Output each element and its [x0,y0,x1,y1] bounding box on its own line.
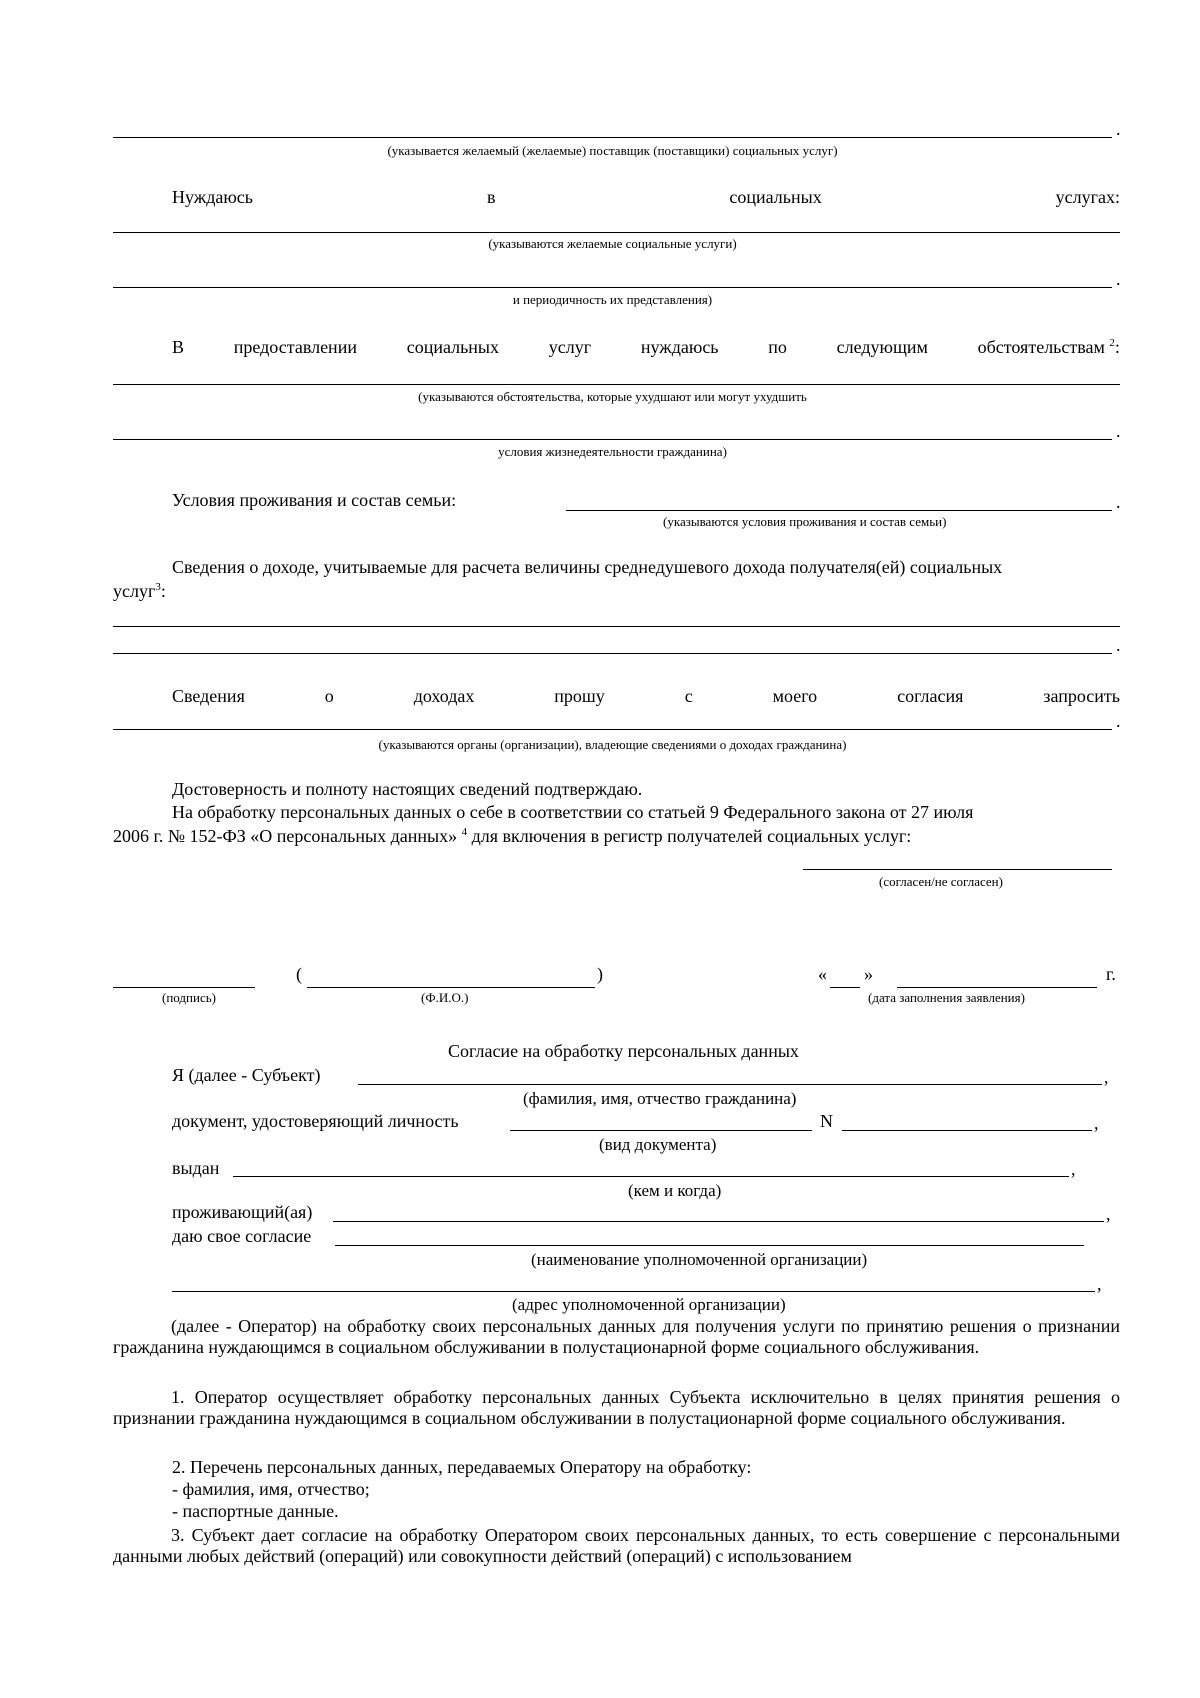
org-address-comma: , [1097,1274,1102,1294]
living-consent-line[interactable] [333,1221,1104,1222]
organs-line[interactable] [113,729,1112,730]
operator-paragraph: (далее - Оператор) на обработку своих персональных данных для получения услуги по принятию решения о признании гражданина нуждающимся в социальном обслуживании в полустационарной форме социального обслуживания. [113,1316,1120,1357]
organs-dot: . [1116,711,1121,731]
name-caption: (фамилия, имя, отчество гражданина) [523,1089,797,1108]
clause-1: 1. Оператор осуществляет обработку персональных данных Субъекта исключительно в целях принятия решения о признании гражданина нуждающимся в социальном обслуживании в полустационарной форме социального обслуживания. [113,1387,1120,1428]
request-word: доходах [413,686,475,706]
services-caption: (указываются желаемые социальные услуги) [488,236,737,251]
fio-close-paren: ) [597,964,603,984]
circ-word: следующим [836,337,928,357]
request-word: Сведения [172,686,245,706]
pd-text-1: На обработку персональных данных о себе в соответствии со статьей 9 Федерального закона от 27 июля [172,802,974,822]
date-quote-open: « [818,964,827,984]
date-line[interactable] [897,987,1097,988]
need-word: Нуждаюсь [172,187,253,207]
fio-open-paren: ( [296,964,302,984]
issued-label: выдан [172,1158,220,1178]
circumstances-line-1[interactable] [113,384,1120,385]
org-address-caption: (адрес уполномоченной организации) [512,1295,786,1314]
periodicity-line[interactable] [113,287,1112,288]
give-consent-label: даю свое согласие [172,1226,312,1246]
circ-word: В [172,337,185,357]
subject-label: Я (далее - Субъект) [172,1065,321,1085]
clause-3: 3. Субъект дает согласие на обработку Оператором своих персональных данных, то есть совершение с персональными данными любых действий (операций) или совокупности действий (операций) с использованием [113,1525,1120,1566]
request-row [172,685,1120,707]
circumstances-line-2[interactable] [113,439,1112,440]
day-line[interactable] [830,987,860,988]
date-caption: (дата заполнения заявления) [868,990,1025,1005]
circumstances-caption-1: (указываются обстоятельства, которые ухудшают или могут ухудшить [418,389,807,404]
consent-title: Согласие на обработку персональных данных [448,1041,799,1061]
org-address-line[interactable] [172,1291,1095,1292]
footnote-2: 2 [1109,337,1115,349]
periodicity-dot: . [1116,269,1121,289]
issued-comma: , [1071,1159,1076,1179]
signature-line[interactable] [113,987,255,988]
circumstances-row [172,336,1120,358]
income-text-2: услуг$^3$: [113,581,166,601]
organs-caption: (указываются органы (организации), владеющие сведениями о доходах гражданина) [378,737,847,752]
living-line[interactable] [566,510,1112,511]
income-dot: . [1116,635,1121,655]
signature-caption: (подпись) [162,990,216,1005]
request-word: запросить [1043,686,1120,706]
provider-line[interactable] [113,137,1112,138]
need-word: социальных [729,187,822,207]
fio-line[interactable] [307,987,595,988]
footnote-3: 3 [155,581,161,593]
agree-line[interactable] [803,869,1112,870]
doc-comma: , [1094,1113,1099,1133]
provider-caption: (указывается желаемый (желаемые) поставщик (поставщики) социальных услуг) [387,143,838,158]
income-line-2[interactable] [113,653,1112,654]
living-consent-label: проживающий(ая) [172,1202,313,1222]
request-word: согласия [897,686,964,706]
agree-caption: (согласен/не согласен) [879,874,1003,889]
request-word: прошу [554,686,605,706]
doc-number-line[interactable] [842,1130,1092,1131]
request-word: о [324,686,334,706]
need-word: в [486,187,496,207]
provider-dot: . [1116,119,1121,139]
need-services-row [172,186,1120,208]
clause-2-item-passport: - паспортные данные. [172,1501,339,1521]
doc-line[interactable] [510,1130,812,1131]
income-text: Сведения о доходе, учитываемые для расчета величины среднедушевого дохода получателя(ей) социальных [172,557,1003,577]
circ-word: предоставлении [233,337,357,357]
living-caption: (указываются условия проживания и состав семьи) [663,514,947,529]
need-word: услугах: [1055,187,1120,207]
clause-2-item-name: - фамилия, имя, отчество; [172,1479,370,1499]
confirm-text: Достоверность и полноту настоящих сведений подтверждаю. [172,779,643,799]
org-name-line[interactable] [335,1245,1084,1246]
org-name-caption: (наименование уполномоченной организации) [531,1250,868,1269]
doc-caption: (вид документа) [599,1135,717,1154]
date-quote-close: » [864,964,873,984]
doc-label: документ, удостоверяющий личность [172,1111,459,1131]
subject-line[interactable] [358,1084,1102,1085]
services-line[interactable] [113,232,1120,233]
circumstances-dot: . [1116,421,1121,441]
periodicity-caption: и периодичность их представления) [512,292,713,307]
request-word: моего [772,686,818,706]
doc-number-label: N [820,1111,833,1131]
living-dot: . [1116,492,1121,512]
income-line-1[interactable] [113,626,1120,627]
footnote-4: 4 [461,826,468,838]
fio-caption: (Ф.И.О.) [421,990,469,1005]
circumstances-caption-2: условия жизнедеятельности гражданина) [498,444,727,459]
year-suffix: г. [1106,964,1116,984]
issued-line[interactable] [233,1176,1069,1177]
pd-text-2: 2006 г. № 152-ФЗ «О персональных данных» $^4$ для включения в регистр получателей социальных услуг: [113,826,912,846]
living-label: Условия проживания и состав семьи: [172,490,457,510]
circ-word-last: обстоятельствам $^2$: [977,337,1120,357]
living-consent-comma: , [1106,1204,1111,1224]
subject-comma: , [1104,1067,1109,1087]
issued-caption: (кем и когда) [628,1181,722,1200]
circ-word: нуждаюсь [640,337,719,357]
circ-word: социальных [406,337,500,357]
request-word: с [684,686,693,706]
clause-2: 2. Перечень персональных данных, передаваемых Оператору на обработку: [172,1457,752,1477]
circ-word: услуг [548,337,592,357]
circ-word: по [768,337,787,357]
